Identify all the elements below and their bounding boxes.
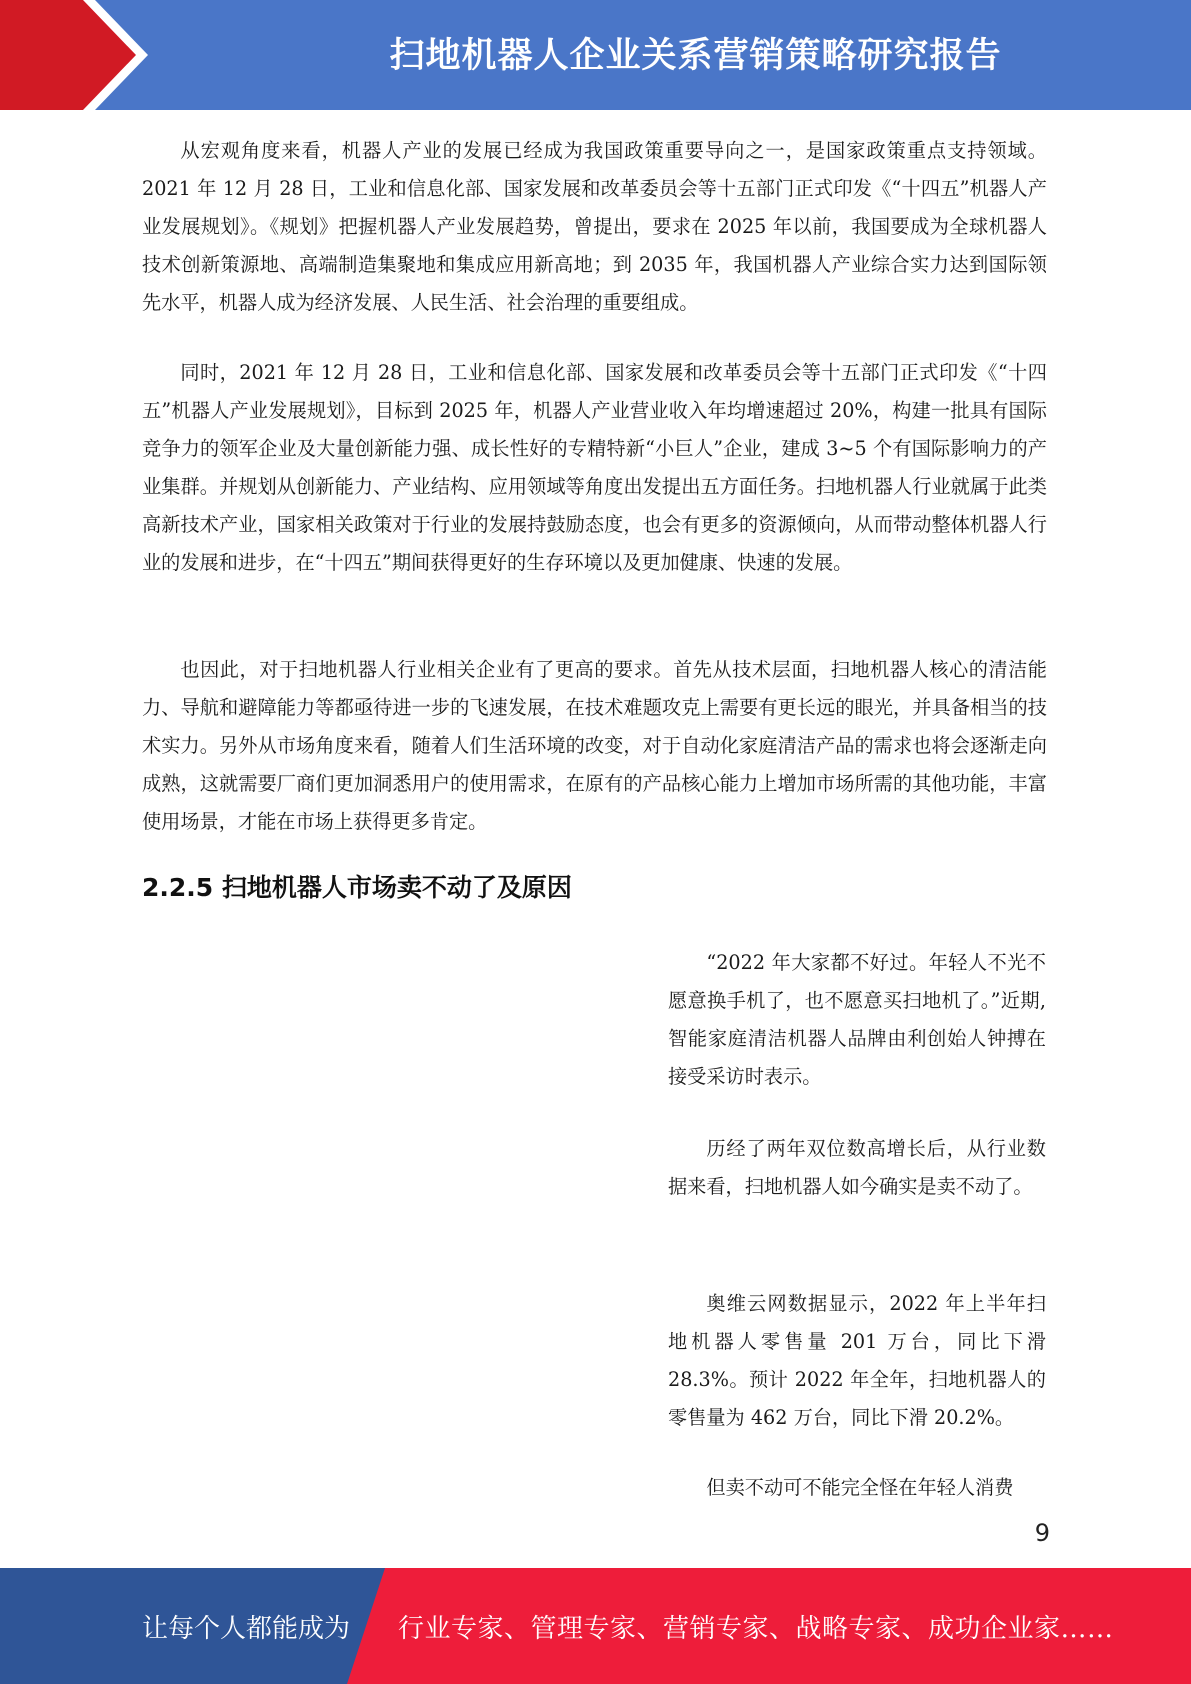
body-paragraph: 也因此，对于扫地机器人行业相关企业有了更高的要求。首先从技术层面，扫地机器人核心的清洁能力、导航和避障能力等都亟待进一步的飞速发展，在技术难题攻克上需要有更长远的眼光，并具备相当的技术实力。另外从市场角度来看，随着人们生活环境的改变，对于自动化家庭清洁产品的需求也将会逐渐走向成熟，这就需要厂商们更加洞悉用户的使用需求，在原有的产品核心能力上增加市场所需的其他功能，丰富使用场景，才能在市场上获得更多肯定。 (142, 658, 1047, 833)
page-header (0, 0, 1191, 110)
page-footer (0, 1568, 1191, 1684)
footer-slogan-left: 让每个人都能成为 (142, 1613, 351, 1644)
side-paragraph: 但卖不动可不能完全怪在年轻人消费 (706, 1476, 1014, 1499)
side-paragraph: 奥维云网数据显示，2022 年上半年扫地机器人零售量 201 万台，同比下滑 28.3%。预计 2022 年全年，扫地机器人的零售量为 462 万台，同比下滑 20.2%。 (668, 1292, 1046, 1429)
header-title: 扫地机器人企业关系营销策略研究报告 (389, 36, 1002, 76)
body-paragraph: 从宏观角度来看，机器人产业的发展已经成为我国政策重要导向之一，是国家政策重点支持领域。2021 年 12 月 28 日，工业和信息化部、国家发展和改革委员会等十五部门正式印发《“十四五”机器人产业发展规划》。《规划》把握机器人产业发展趋势，曾提出，要求在 2025 年以前，我国要成为全球机器人技术创新策源地、高端制造集聚地和集成应用新高地；到 2035 年，我国机器人产业综合实力达到国际领先水平，机器人成为经济发展、人民生活、社会治理的重要组成。 (142, 139, 1047, 314)
footer-slogan-right: 行业专家、管理专家、营销专家、战略专家、成功企业家…… (398, 1613, 1114, 1644)
side-paragraph: “2022 年大家都不好过。年轻人不光不愿意换手机了，也不愿意买扫地机了。”近期,智能家庭清洁机器人品牌由利创始人钟搏在接受采访时表示。 (668, 951, 1046, 1088)
side-paragraph: 历经了两年双位数高增长后，从行业数据来看，扫地机器人如今确实是卖不动了。 (668, 1137, 1046, 1198)
body-paragraph: 同时，2021 年 12 月 28 日，工业和信息化部、国家发展和改革委员会等十五部门正式印发《“十四五”机器人产业发展规划》，目标到 2025 年，机器人产业营业收入年均增速超过 20%，构建一批具有国际竞争力的领军企业及大量创新能力强、成长性好的专精特新“小巨人”企业，建成 3~5 个有国际影响力的产业集群。并规划从创新能力、产业结构、应用领域等角度出发提出五方面任务。扫地机器人行业就属于此类高新技术产业，国家相关政策对于行业的发展持鼓励态度，也会有更多的资源倾向，从而带动整体机器人行业的发展和进步，在“十四五”期间获得更好的生存环境以及更加健康、快速的发展。 (142, 361, 1047, 574)
section-heading: 2.2.5 扫地机器人市场卖不动了及原因 (142, 873, 572, 902)
header-arrow-decoration (0, 0, 160, 110)
page-number: 9 (1034, 1519, 1050, 1547)
